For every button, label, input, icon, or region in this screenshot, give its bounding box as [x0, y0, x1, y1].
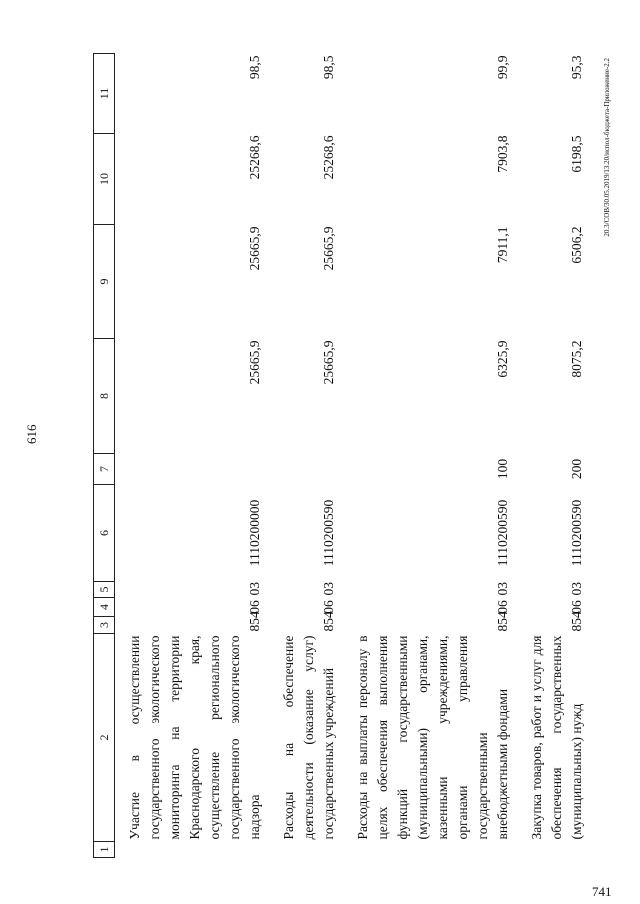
row-c9: 7911,1	[495, 226, 510, 264]
row-c11: 95,3	[569, 55, 584, 80]
row-c6: 1110200590	[569, 499, 584, 567]
row-c3: 854	[247, 611, 262, 632]
header-col-10: 10	[94, 134, 115, 225]
row-c7: 200	[569, 458, 584, 480]
row-c5: 03	[247, 582, 262, 596]
row-c11: 99,9	[495, 55, 510, 80]
header-col-3: 3	[94, 617, 115, 634]
row-c4: 06	[495, 600, 510, 614]
row-c6: 1110200590	[495, 499, 510, 567]
row-c10: 6198,5	[569, 135, 584, 173]
row-c4: 06	[321, 600, 336, 614]
header-col-4: 4	[94, 598, 115, 617]
budget-table	[93, 53, 591, 858]
row-name: Участие в осуществлении государственного экологического мониторинга на территории Краснодарского края, осуществление регионального государственного экологического надзора	[127, 635, 262, 840]
row-c3: 854	[321, 611, 336, 632]
row-c3: 854	[495, 611, 510, 632]
row-c10: 25268,6	[247, 135, 262, 180]
row-name: Расходы на выплаты персоналу в целях обеспечения выполнения функций государственными (муниципальными) органами, казенными учреждениями, органами управления государственными внебюджетными фондами	[355, 635, 510, 840]
header-col-7: 7	[94, 454, 115, 485]
header-col-1: 1	[94, 842, 115, 858]
row-c9: 6506,2	[569, 226, 584, 264]
header-col-6: 6	[94, 485, 115, 582]
header-col-5: 5	[94, 582, 115, 598]
row-c9: 25665,9	[321, 226, 336, 271]
row-c6: 1110200590	[321, 499, 336, 567]
row-c11: 98,5	[247, 55, 262, 80]
row-c5: 03	[495, 582, 510, 596]
row-c3: 854	[569, 611, 584, 632]
row-c7: 100	[495, 458, 510, 480]
row-c5: 03	[321, 582, 336, 596]
header-col-11: 11	[94, 54, 115, 134]
header-col-9: 9	[94, 225, 115, 339]
header-col-2: 2	[94, 634, 115, 842]
row-c8: 6325,9	[495, 340, 510, 378]
page-number-top: 616	[24, 424, 39, 444]
row-c10: 25268,6	[321, 135, 336, 180]
page-number-bottom: 741	[592, 884, 612, 899]
row-c8: 25665,9	[321, 340, 336, 385]
row-c7	[125, 454, 269, 485]
row-c9: 25665,9	[247, 226, 262, 271]
row-c6: 1110200000	[247, 499, 262, 567]
row-c11: 98,5	[321, 55, 336, 80]
table-row	[125, 54, 269, 858]
row-name: Закупка товаров, работ и услуг для обеспечения государственных (муниципальных) нужд	[529, 635, 584, 840]
row-c10: 7903,8	[495, 135, 510, 173]
row-c8: 25665,9	[247, 340, 262, 385]
row-c7	[279, 454, 343, 485]
row-c4: 06	[247, 600, 262, 614]
header-col-8: 8	[94, 339, 115, 454]
row-name: Расходы на обеспечение деятельности (оказание услуг) государственных учреждений	[281, 635, 336, 840]
file-path-note: 20.3/СОВ/30.05.2019/13.20/испол-бюджета-Приложение-2.2	[603, 58, 611, 237]
row-c8: 8075,2	[569, 340, 584, 378]
table-row	[353, 54, 517, 858]
rotated-table-container	[93, 54, 607, 858]
row-c4: 06	[569, 600, 584, 614]
row-c5: 03	[569, 582, 584, 596]
header-row	[94, 54, 115, 858]
table-row	[527, 54, 591, 858]
table-row	[279, 54, 343, 858]
